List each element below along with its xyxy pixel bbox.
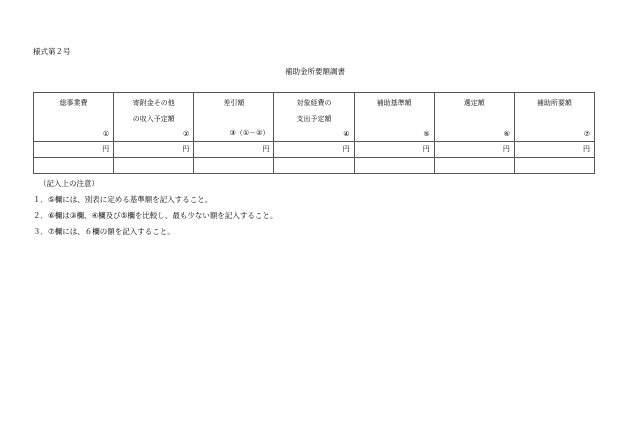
unit-label: 円 (422, 145, 430, 153)
blank-cell[interactable] (274, 158, 354, 174)
header-cell-eligible-expenses (274, 93, 354, 142)
unit-label: 円 (182, 145, 190, 153)
table-blank-row (34, 158, 595, 174)
blank-cell[interactable] (514, 158, 594, 174)
amount-cell[interactable] (194, 142, 274, 158)
column-number: ② (183, 130, 190, 138)
notes-section (33, 176, 277, 240)
amount-cell[interactable] (354, 142, 434, 158)
document-title: 補助金所要額調書 (285, 67, 345, 76)
blank-cell[interactable] (114, 158, 194, 174)
header-label: 総事業費 (59, 99, 88, 107)
amount-cell[interactable] (514, 142, 594, 158)
header-label: 寄附金その他 (132, 99, 175, 107)
column-number: ⑥ (503, 130, 510, 138)
amount-cell[interactable] (34, 142, 114, 158)
blank-cell[interactable] (34, 158, 114, 174)
unit-label: 円 (262, 145, 270, 153)
note-item: １．⑤欄には、別表に定める基準額を記入すること。 (33, 195, 213, 204)
unit-label: 円 (342, 145, 350, 153)
amount-cell[interactable] (114, 142, 194, 158)
requirement-table (33, 92, 595, 174)
blank-cell[interactable] (194, 158, 274, 174)
header-label: 選定額 (463, 99, 485, 107)
table-header-row (34, 93, 595, 142)
header-cell-subsidy-standard (354, 93, 434, 142)
note-item: ３．⑦欄には、６欄の額を記入すること。 (33, 227, 175, 236)
amount-cell[interactable] (274, 142, 354, 158)
form-number: 様式第２号 (33, 47, 71, 56)
column-number: ⑤ (423, 130, 430, 138)
header-cell-selected-amount (434, 93, 514, 142)
note-item: ２．⑥欄は③欄、④欄及び⑤欄を比較し、最も少ない額を記入すること。 (33, 211, 278, 220)
column-number: ③（①－②） (229, 129, 270, 137)
unit-label: 円 (502, 145, 510, 153)
unit-label: 円 (102, 145, 110, 153)
header-label: 補助基準額 (376, 99, 412, 107)
notes-title: （記入上の注意） (39, 179, 99, 188)
column-number: ④ (343, 130, 350, 138)
header-label: 差引額 (223, 99, 245, 107)
header-label: の収入予定額 (132, 115, 175, 123)
header-label: 支出予定額 (296, 115, 332, 123)
column-number: ⑦ (583, 130, 590, 138)
header-cell-donations-income (114, 93, 194, 142)
table-unit-row (34, 142, 595, 158)
header-label: 補助所要額 (536, 99, 572, 107)
blank-cell[interactable] (434, 158, 514, 174)
unit-label: 円 (583, 145, 590, 153)
header-cell-total-project-cost (34, 93, 114, 142)
column-number: ① (102, 130, 110, 138)
header-cell-difference (194, 93, 274, 142)
blank-cell[interactable] (354, 158, 434, 174)
amount-cell[interactable] (434, 142, 514, 158)
header-cell-required-subsidy (514, 93, 594, 142)
header-label: 対象経費の (296, 99, 332, 107)
